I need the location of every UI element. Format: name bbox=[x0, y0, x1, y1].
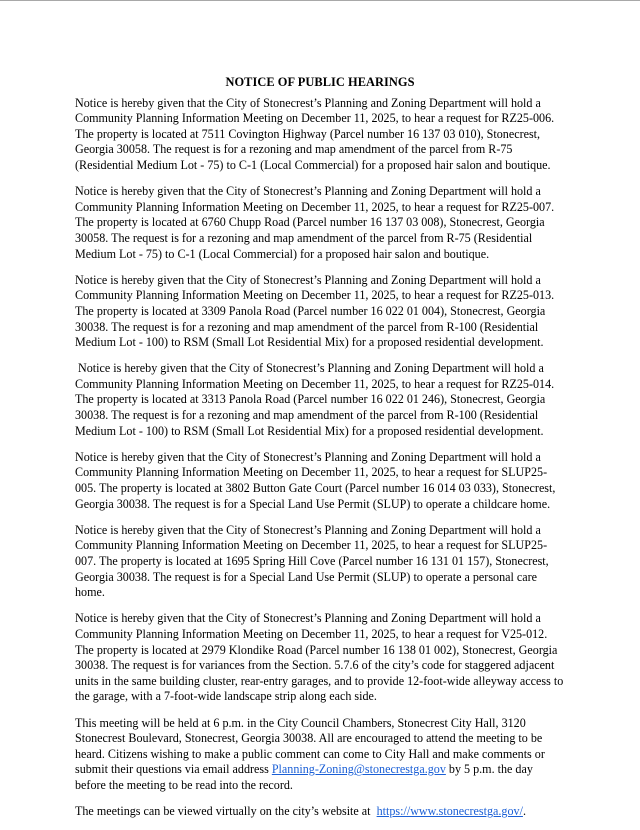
notice-slup25-007: Notice is hereby given that the City of Stonecrest’s Planning and Zoning Department will hold a Community Planning Information Meeting on December 11, 2025, to hear a request for SLUP25-007. The property is located at 1695 Spring Hill Cove (Parcel number 16 131 01 157), Stonecrest, Georgia 30038. The request is for a Special Land Use Permit (SLUP) to operate a personal care home. bbox=[75, 522, 549, 600]
meeting-info-text-end: by 5 p.m. the day before the meeting to be read into the record. bbox=[75, 762, 533, 792]
notice-v25-012: Notice is hereby given that the City of Stonecrest’s Planning and Zoning Department will hold a Community Planning Information Meeting on December 11, 2025, to hear a request for V25-012. The property is located at 2979 Klondike Road (Parcel number 16 138 01 002), Stonecrest, Georgia 30038. The request is for variances from the Section. 5.7.6 of the city’s code for staggered adjacent units in the same building cluster, rear-entry garages, and to provide 12-foot-wide alleyway access to the garage, with a 7-foot-wide landscape strip along each side. bbox=[75, 611, 564, 704]
meeting-info-paragraph bbox=[75, 716, 565, 794]
notice-rz25-006: Notice is hereby given that the City of Stonecrest’s Planning and Zoning Department will hold a Community Planning Information Meeting on December 11, 2025, to hear a request for RZ25-006. The property is located at 7511 Covington Highway (Parcel number 16 137 03 010), Stonecrest, Georgia 30058. The request is for a rezoning and map amendment of the parcel from R-75 (Residential Medium Lot - 75) to C-1 (Local Commercial) for a proposed hair salon and boutique. bbox=[75, 95, 555, 172]
website-link[interactable]: https://www.stonecrestga.gov/ bbox=[376, 804, 523, 819]
notice-rz25-014: Notice is hereby given that the City of Stonecrest’s Planning and Zoning Department will hold a Community Planning Information Meeting on December 11, 2025, to hear a request for RZ25-014. The property is located at 3313 Panola Road (Parcel number 16 022 01 246), Stonecrest, Georgia 30038. The request is for a rezoning and map amendment of the parcel from R-100 (Residential Medium Lot - 100) to RSM (Small Lot Residential Mix) for a proposed residential development. bbox=[75, 361, 555, 438]
email-link[interactable]: Planning-Zoning@stonecrestga.gov bbox=[271, 762, 446, 777]
virtual-info-period: . bbox=[522, 804, 526, 819]
page-title: NOTICE OF PUBLIC HEARINGS bbox=[225, 75, 415, 89]
notice-rz25-013: Notice is hereby given that the City of Stonecrest’s Planning and Zoning Department will hold a Community Planning Information Meeting on December 11, 2025, to hear a request for RZ25-013. The property is located at 3309 Panola Road (Parcel number 16 022 01 004), Stonecrest, Georgia 30038. The request is for a rezoning and map amendment of the parcel from R-100 (Residential Medium Lot - 100) to RSM (Small Lot Residential Mix) for a proposed residential development. bbox=[75, 272, 555, 350]
notice-slup25-005: Notice is hereby given that the City of Stonecrest’s Planning and Zoning Department will hold a Community Planning Information Meeting on December 11, 2025, to hear a request for SLUP25-005. The property is located at 3802 Button Gate Court (Parcel number 16 014 03 033), Stonecrest, Georgia 30038. The request is for a Special Land Use Permit (SLUP) to operate a childcare home. bbox=[75, 449, 556, 511]
virtual-info-text: The meetings can be viewed virtually on the city’s website at bbox=[75, 804, 377, 819]
document-page bbox=[75, 75, 565, 830]
meeting-info-text: This meeting will be held at 6 p.m. in the City Council Chambers, Stonecrest City Hall, 3120 Stonecrest Boulevard, Stonecrest, Georgia 30038. All are encouraged to attend the meeting to be heard. Citizens wishing to make a public comment can come to City Hall and make comments or submit their questions via email address bbox=[75, 715, 545, 777]
virtual-info-paragraph bbox=[75, 804, 565, 820]
notice-rz25-007: Notice is hereby given that the City of Stonecrest’s Planning and Zoning Department will hold a Community Planning Information Meeting on December 11, 2025, to hear a request for RZ25-007. The property is located at 6760 Chupp Road (Parcel number 16 137 03 008), Stonecrest, Georgia 30058. The request is for a rezoning and map amendment of the parcel from R-75 (Residential Medium Lot - 75) to C-1 (Local Commercial) for a proposed hair salon and boutique. bbox=[75, 184, 555, 261]
